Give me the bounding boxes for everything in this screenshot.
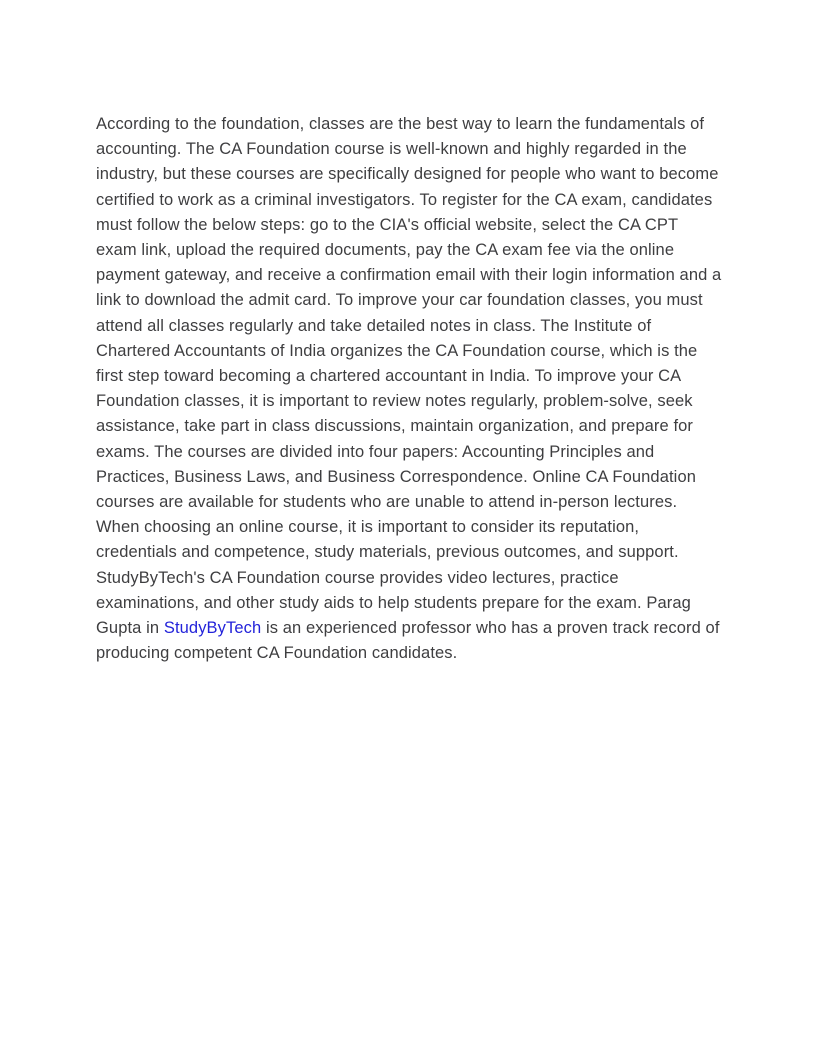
paragraph-text-after-link: is an experienced professor who has a proven track record of producing competent CA Foundation candidates. <box>96 619 720 663</box>
article-body <box>96 112 722 666</box>
paragraph-text-before-link: According to the foundation, classes are the best way to learn the fundamentals of accounting. The CA Foundation course is well-known and highly regarded in the industry, but these courses are specifically designed for people who want to become certified to work as a criminal investigators. To register for the CA exam, candidates must follow the below steps: go to the CIA's official website, select the CA CPT exam link, upload the required documents, pay the CA exam fee via the online payment gateway, and receive a confirmation email with their login information and a link to download the admit card. To improve your car foundation classes, you must attend all classes regularly and take detailed notes in class. The Institute of Chartered Accountants of India organizes the CA Foundation course, which is the first step toward becoming a chartered accountant in India. To improve your CA Foundation classes, it is important to review notes regularly, problem-solve, seek assistance, take part in class discussions, maintain organization, and prepare for exams. The courses are divided into four papers: Accounting Principles and Practices, Business Laws, and Business Correspondence. Online CA Foundation courses are available for students who are unable to attend in-person lectures. When choosing an online course, it is important to consider its reputation, credentials and competence, study materials, previous outcomes, and support. StudyByTech's CA Foundation course provides video lectures, practice examinations, and other study aids to help students prepare for the exam. Parag Gupta in <box>96 115 722 638</box>
studybytech-link[interactable]: StudyByTech <box>163 619 262 638</box>
article-paragraph <box>96 112 722 666</box>
